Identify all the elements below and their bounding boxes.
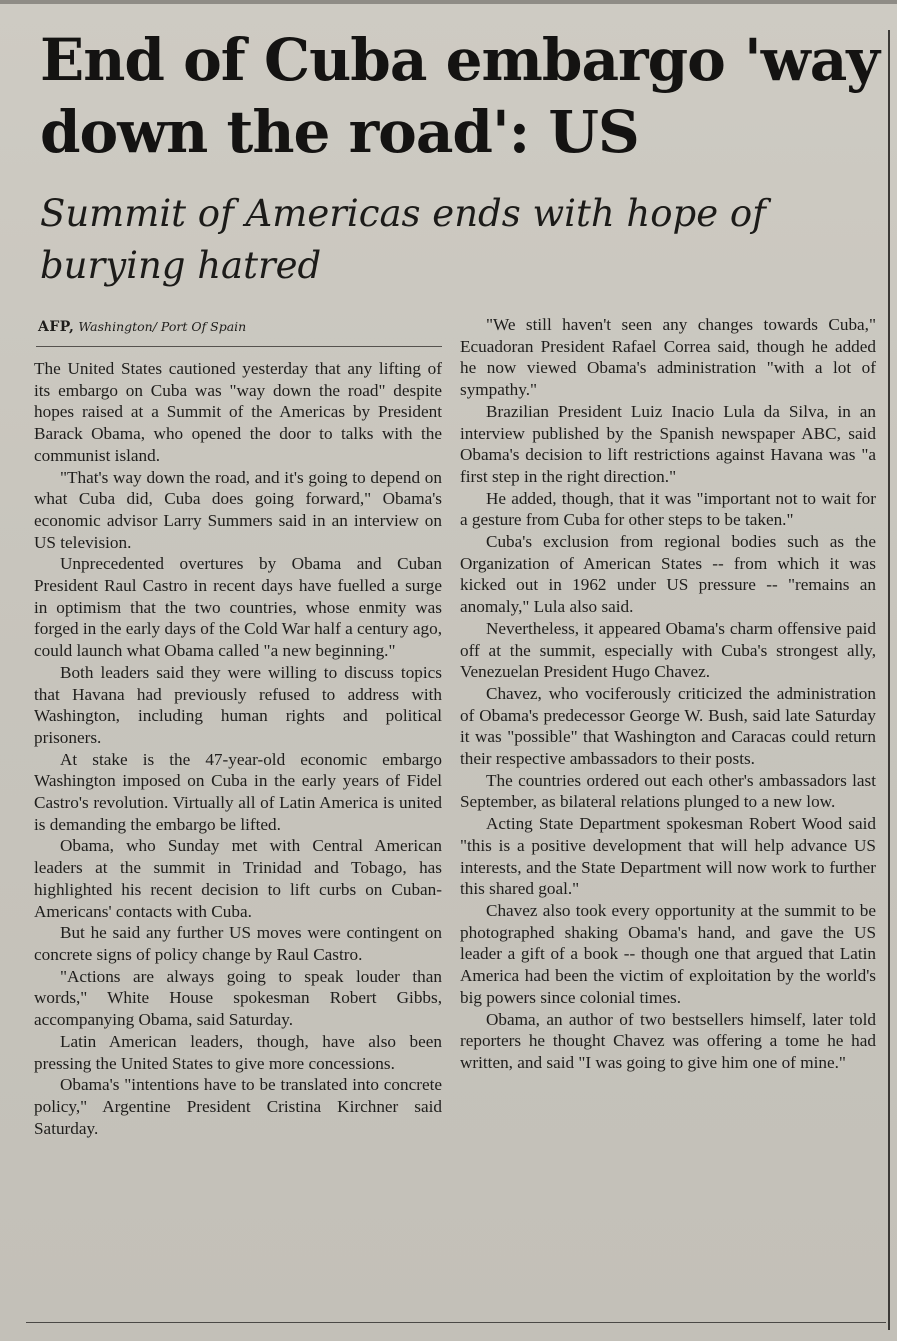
paragraph: Chavez also took every opportunity at the summit to be photographed shaking Obama's hand, and gave the US leader a gift of a book -- though one that argued that Latin America had been the victim of exploitation by the world's big powers since colonial times. <box>460 900 876 1007</box>
subheadline: Summit of Americas ends with hope of burying hatred <box>40 192 766 287</box>
paragraph: He added, though, that it was "important not to wait for a gesture from Cuba for other steps to be taken." <box>460 488 876 530</box>
paragraph: Chavez, who vociferously criticized the administration of Obama's predecessor George W. Bush, said late Saturday it was "possible" that Washington and Caracas could return their respective ambassadors to their posts. <box>460 683 876 769</box>
paragraph: Acting State Department spokesman Robert Wood said "this is a positive development that will help advance US interests, and the State Department will now work to further this shared goal." <box>460 814 876 899</box>
paragraph: Nevertheless, it appeared Obama's charm offensive paid off at the summit, especially with Cuba's strongest ally, Venezuelan President Hugo Chavez. <box>460 618 876 682</box>
paragraph: Obama, who Sunday met with Central American leaders at the summit in Trinidad and Tobago, has highlighted his recent decision to lift curbs on Cuban-Americans' contacts with Cuba. <box>34 836 442 921</box>
paragraph: Both leaders said they were willing to discuss topics that Havana had previously refused to address with Washington, including human rights and political prisoners. <box>34 662 442 747</box>
paragraph: But he said any further US moves were contingent on concrete signs of policy change by Raul Castro. <box>34 923 442 964</box>
paragraph: "We still haven't seen any changes towards Cuba," Ecuadoran President Rafael Correa said, though he added he now viewed Obama's administration "with a lot of sympathy." <box>460 315 876 400</box>
paragraph: The United States cautioned yesterday that any lifting of its embargo on Cuba was "way down the road" despite hopes raised at a Summit of the Americas by President Barack Obama, who opened the door to talks with the communist island. <box>34 359 442 465</box>
paragraph: Obama, an author of two bestsellers himself, later told reporters he thought Chavez was offering a tome he had written, and said "I was going to give him one of mine." <box>460 1009 876 1072</box>
paragraph: At stake is the 47-year-old economic embargo Washington imposed on Cuba in the early years of Fidel Castro's revolution. Virtually all of Latin America is united is demanding the embargo be lifted. <box>34 749 442 834</box>
paragraph: Brazilian President Luiz Inacio Lula da Silva, in an interview published by the Spanish newspaper ABC, said Obama's decision to lift restrictions against Havana was "a first step in the right direction." <box>460 401 876 486</box>
byline-agency: AFP, <box>38 319 75 335</box>
paragraph: The countries ordered out each other's ambassadors last September, as bilateral relations plunged to a new low. <box>460 770 876 812</box>
paragraph: Obama's "intentions have to be translated into concrete policy," Argentine President Cristina Kirchner said Saturday. <box>34 1075 442 1138</box>
column-divider-rule <box>888 30 890 1330</box>
top-rule <box>0 0 897 4</box>
paragraph: Cuba's exclusion from regional bodies such as the Organization of American States -- from which it was kicked out in 1962 under US pressure -- "remains an anomaly," Lula also said. <box>460 532 876 617</box>
article-column-right <box>460 314 876 1074</box>
paragraph: "That's way down the road, and it's going to depend on what Cuba did, Cuba does going forward," Obama's economic advisor Larry Summers said in an interview on US television. <box>34 467 442 552</box>
paragraph: Latin American leaders, though, have also been pressing the United States to give more concessions. <box>34 1031 442 1073</box>
article-column-left <box>34 358 442 1139</box>
paragraph: Unprecedented overtures by Obama and Cuban President Raul Castro in recent days have fuelled a surge in optimism that the two countries, whose enmity was forged in the early days of the Cold War half a century ago, could launch what Obama called "a new beginning." <box>34 554 442 661</box>
bottom-rule <box>26 1322 886 1323</box>
byline-dateline: Washington/ Port Of Spain <box>78 319 247 334</box>
paragraph: "Actions are always going to speak louder than words," White House spokesman Robert Gibbs, accompanying Obama, said Saturday. <box>34 966 442 1030</box>
headline: End of Cuba embargo 'way down the road': US <box>40 26 879 166</box>
byline <box>38 318 443 336</box>
byline-rule <box>36 346 442 347</box>
